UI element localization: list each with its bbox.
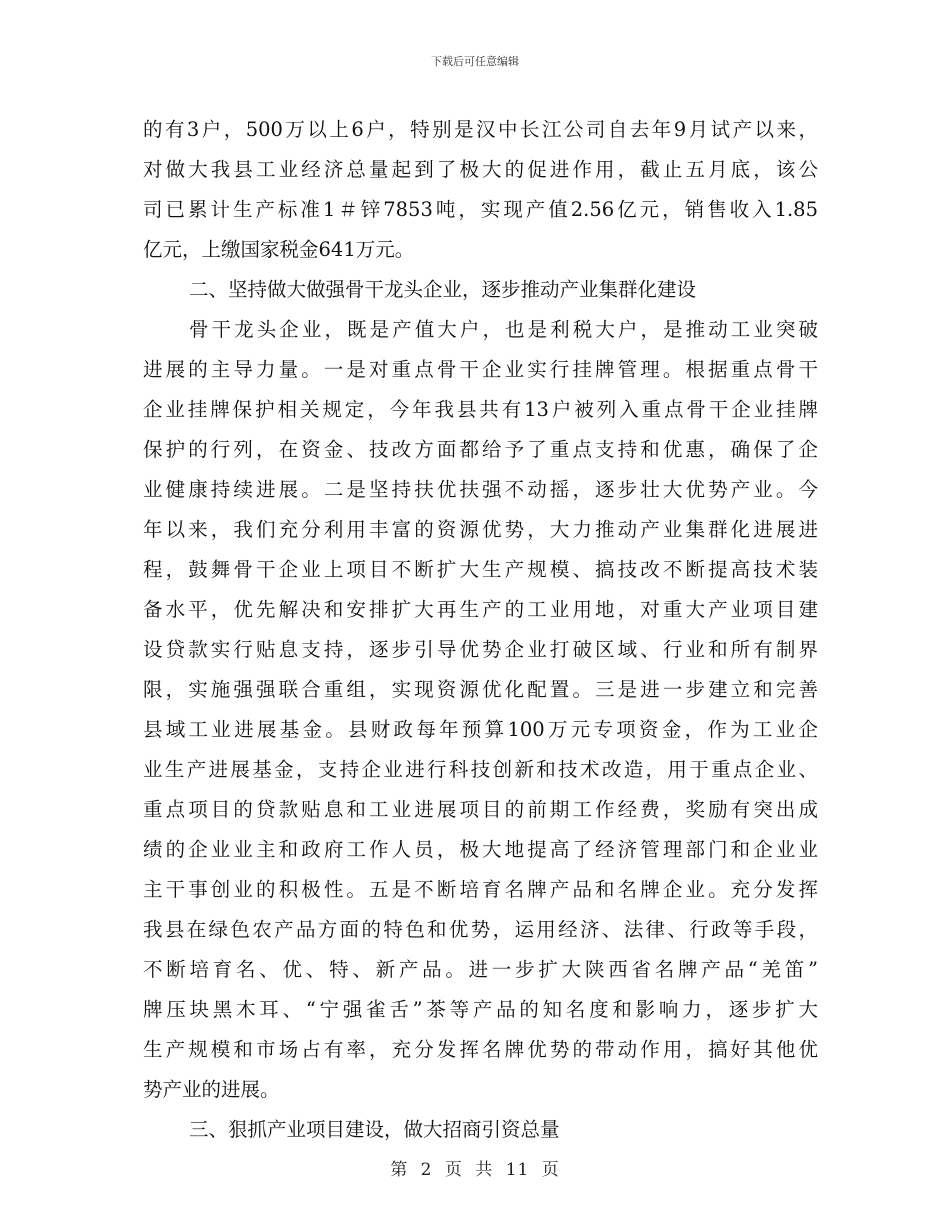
page-number-footer: 第 2 页 共 11 页 <box>390 1160 560 1180</box>
text-line: 绩的企业业主和政府工作人员，极大地提高了经济管理部门和企业业 <box>143 838 818 861</box>
text-line: 对做大我县工业经济总量起到了极大的促进作用，截止五月底，该公 <box>143 158 818 181</box>
text-line: 设贷款实行贴息支持，逐步引导优势企业打破区域、行业和所有制界 <box>143 638 818 661</box>
text-line: 程，鼓舞骨干企业上项目不断扩大生产规模、搞技改不断提高技术装 <box>143 558 818 581</box>
text-line: 业健康持续进展。二是坚持扶优扶强不动摇，逐步壮大优势产业。今 <box>143 478 818 501</box>
text-line: 骨干龙头企业，既是产值大户，也是利税大户，是推动工业突破 <box>189 318 818 341</box>
text-line: 我县在绿色农产品方面的特色和优势，运用经济、法律、行政等手段， <box>143 918 818 941</box>
page-header-note: 下载后可任意编辑 <box>431 55 519 68</box>
text-line: 生产规模和市场占有率，充分发挥名牌优势的带动作用，搞好其他优 <box>143 1038 818 1061</box>
text-line: 司已累计生产标准1＃锌7853吨，实现产值2.56亿元，销售收入1.85 <box>143 198 818 221</box>
section-heading: 三、狠抓产业项目建设，做大招商引资总量 <box>189 1118 560 1141</box>
text-line: 县域工业进展基金。县财政每年预算100万元专项资金，作为工业企 <box>143 718 818 741</box>
text-line: 备水平，优先解决和安排扩大再生产的工业用地，对重大产业项目建 <box>143 598 818 621</box>
text-line: 主干事创业的积极性。五是不断培育名牌产品和名牌企业。充分发挥 <box>143 878 818 901</box>
section-heading: 二、坚持做大做强骨干龙头企业，逐步推动产业集群化建设 <box>189 278 697 301</box>
text-line: 保护的行列，在资金、技改方面都给予了重点支持和优惠，确保了企 <box>143 438 818 461</box>
text-line: 年以来，我们充分利用丰富的资源优势，大力推动产业集群化进展进 <box>143 518 818 541</box>
text-line: 业生产进展基金，支持企业进行科技创新和技术改造，用于重点企业、 <box>143 758 818 781</box>
text-line: 企业挂牌保护相关规定，今年我县共有13户被列入重点骨干企业挂牌 <box>143 398 818 421</box>
text-line: 进展的主导力量。一是对重点骨干企业实行挂牌管理。根据重点骨干 <box>143 358 818 381</box>
text-line: 不断培育名、优、特、新产品。进一步扩大陕西省名牌产品“羌笛” <box>143 958 818 981</box>
document-body <box>143 110 818 1150</box>
text-line: 的有3户，500万以上6户，特别是汉中长江公司自去年9月试产以来， <box>143 118 818 141</box>
text-line: 限，实施强强联合重组，实现资源优化配置。三是进一步建立和完善 <box>143 678 818 701</box>
text-line: 重点项目的贷款贴息和工业进展项目的前期工作经费，奖励有突出成 <box>143 798 818 821</box>
text-line: 亿元，上缴国家税金641万元。 <box>143 238 415 261</box>
text-line: 势产业的进展。 <box>143 1078 280 1101</box>
text-line: 牌压块黑木耳、“宁强雀舌”茶等产品的知名度和影响力，逐步扩大 <box>143 998 818 1021</box>
